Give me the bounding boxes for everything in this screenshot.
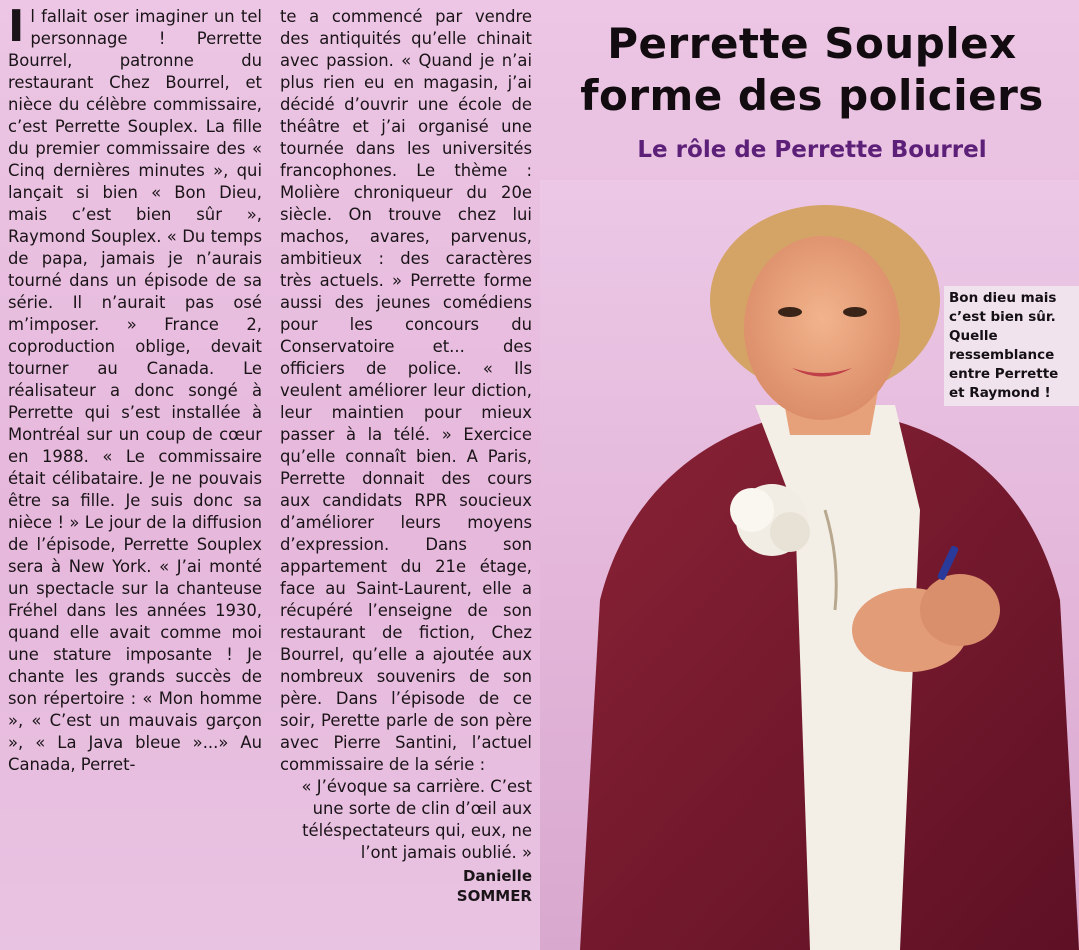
drop-cap: I <box>8 1 25 52</box>
author-last-name: SOMMER <box>456 887 532 905</box>
article-paragraph-1 <box>8 1 262 776</box>
article-closing-quote <box>280 776 532 864</box>
headline-line-1: Perrette Souplex <box>607 19 1017 68</box>
author-signature <box>280 866 532 906</box>
article-column-1 <box>8 1 262 776</box>
author-first-name: Danielle <box>462 867 532 885</box>
headline-line-2: forme des policiers <box>580 71 1044 120</box>
column-1-text: l fallait oser imaginer un tel personnage ! Perrette Bourrel, patronne du restaurant Chez Bourrel, et nièce du célèbre commissaire, c’est Perrette Souplex. La fille du premier commissaire des « Cinq dernières minutes », qui lançait si bien « Bon Dieu, mais c’est bien sûr », Raymond Souplex. « Du temps de papa, jamais je n’aurais tourné dans un épisode de sa série. Il n’aurait pas osé m’imposer. » France 2, coproduction oblige, devait tourner au Canada. Le réalisateur a donc songé à Perrette qui s’est installée à Montréal sur un coup de cœur en 1988. « Le commissaire était célibataire. Je ne pouvais être sa fille. Je suis donc sa nièce ! » Le jour de la diffusion de l’épisode, Perrette Souplex sera à New York. « J’ai monté un spectacle sur la chanteuse Fréhel dans les années 1930, quand elle avait comme moi une stature imposante ! Je chante les grands succès de son répertoire : « Mon homme », « C’est un mauvais garçon », « La Java bleue »...» Au Canada, Perret- <box>8 7 262 774</box>
subheadline: Le rôle de Perrette Bourrel <box>637 137 987 163</box>
headline <box>552 18 1072 122</box>
column-2-text: te a commencé par vendre des antiquités qu’elle chinait avec passion. « Quand je n’ai plus rien eu en magasin, j’ai décidé d’ouvrir une école de théâtre et j’ai organisé une tournée dans les universités francophones. Le thème : Molière chroniqueur du 20e siècle. On trouve chez lui machos, avares, parvenus, ambitieux : des caractères très actuels. » Perrette forme aussi des jeunes comédiens pour les concours du Conservatoire et... des officiers de police. « Ils veulent améliorer leur diction, leur maintien pour mieux passer à la télé. » Exercice qu’elle connaît bien. A Paris, Perrette donnait des cours aux candidats RPR soucieux d’améliorer leurs moyens d’expression. Dans son appartement du 21e étage, face au Saint-Laurent, elle a récupéré l’enseigne de son restaurant de fiction, Chez Bourrel, qu’elle a ajoutée aux nombreux souvenirs de son père. Dans l’épisode de ce soir, Perette parle de son père avec Pierre Santini, l’actuel commissaire de la série : <box>280 7 532 774</box>
column-2-tail: « J’évoque sa carrière. C’est une sorte de clin d’œil aux téléspectateurs qui, eux, ne l’ont jamais oublié. » <box>301 777 532 862</box>
article-column-2 <box>280 6 532 906</box>
photo-caption: Bon dieu mais c’est bien sûr. Quelle ressemblance entre Perrette et Raymond ! <box>944 286 1079 406</box>
